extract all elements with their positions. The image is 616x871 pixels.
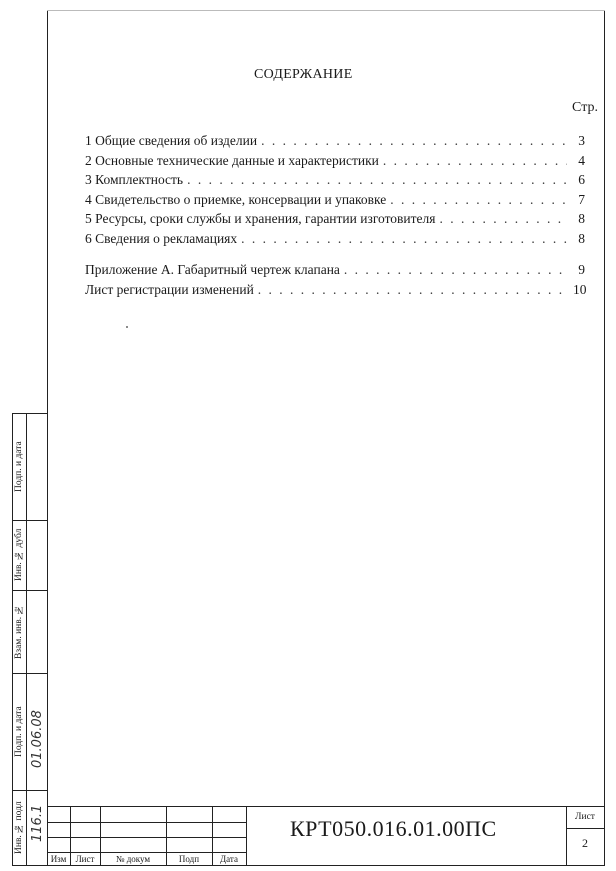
frame-right-border <box>604 10 605 866</box>
sheet-label: Лист <box>575 812 595 822</box>
title-block-col <box>246 806 247 866</box>
side-stamp-label: Взам. инв. № <box>14 604 24 659</box>
toc-item-page: 6 <box>578 172 585 188</box>
toc-leader-dots <box>258 282 567 298</box>
toc-leader-dots <box>187 172 567 188</box>
toc-item-page: 7 <box>578 191 585 207</box>
toc-item-page: 8 <box>578 230 585 246</box>
handwritten-date: 01.06.08 <box>30 710 45 768</box>
toc-leader-dots <box>344 262 567 278</box>
title-block-col-label: Изм <box>50 854 67 864</box>
toc-item-title: 4 Свидетельство о приемке, консервации и упаковке <box>85 191 387 207</box>
title-block-top <box>47 806 605 807</box>
toc-item-title: 1 Общие сведения об изделии <box>85 133 258 148</box>
toc-item-title: 5 Ресурсы, сроки службы и хранения, гарантии изготовителя <box>85 211 436 227</box>
toc-leader-dots <box>261 133 567 149</box>
toc-item-page: 8 <box>578 211 585 227</box>
appendix-item-page: 10 <box>573 281 587 297</box>
appendix-list <box>85 262 585 301</box>
side-stamp-label: Инв. № подл <box>14 801 24 855</box>
appendix-item[interactable] <box>85 282 585 302</box>
toc-leader-dots <box>440 211 568 227</box>
toc-item[interactable] <box>85 172 585 192</box>
toc-item-page: 4 <box>578 152 585 168</box>
toc-item[interactable] <box>85 231 585 251</box>
side-stamp-inner <box>26 413 27 866</box>
page-column-label: Стр. <box>572 100 598 115</box>
document-code: КРТ050.016.01.00ПС <box>290 816 497 841</box>
appendix-item-title: Приложение А. Габаритный чертеж клапана <box>85 262 340 277</box>
toc-item[interactable] <box>85 153 585 173</box>
appendix-item[interactable] <box>85 262 585 282</box>
side-stamp-label: Подп. и дата <box>14 706 24 757</box>
appendix-item-title: Лист регистрации изменений <box>85 281 254 297</box>
toc-item-title: 2 Основные технические данные и характеристики <box>85 152 379 168</box>
contents-heading: СОДЕРЖАНИЕ <box>254 67 353 82</box>
side-stamp-label: Инв. № дубл <box>14 528 24 582</box>
sheet-number: 2 <box>582 836 588 850</box>
frame-left-border <box>47 10 48 866</box>
title-block-col-label: № докум <box>115 854 151 864</box>
side-stamp-label: Подп. и дата <box>14 441 24 492</box>
title-block-col-label: Лист <box>75 854 95 864</box>
title-block-col-label: Дата <box>220 854 238 864</box>
toc-item-title: 6 Сведения о рекламациях <box>85 230 238 246</box>
toc-leader-dots <box>241 231 567 247</box>
title-block-row <box>47 822 247 823</box>
handwritten-inventory-number: 116.1 <box>30 804 45 842</box>
title-block-row <box>566 828 605 829</box>
toc-item-title: 3 Комплектность <box>85 172 184 188</box>
toc-leader-dots <box>383 153 567 169</box>
title-block-row <box>47 837 247 838</box>
title-block-row <box>47 852 247 853</box>
stray-mark <box>126 326 128 328</box>
frame-top-border <box>47 10 605 11</box>
toc-item[interactable] <box>85 133 585 153</box>
toc-item[interactable] <box>85 192 585 212</box>
toc-item[interactable] <box>85 211 585 231</box>
toc-item-page: 3 <box>578 133 585 148</box>
title-block-col-label: Подп <box>178 854 200 864</box>
appendix-item-page: 9 <box>578 262 585 277</box>
table-of-contents <box>85 133 585 251</box>
toc-leader-dots <box>390 192 567 208</box>
